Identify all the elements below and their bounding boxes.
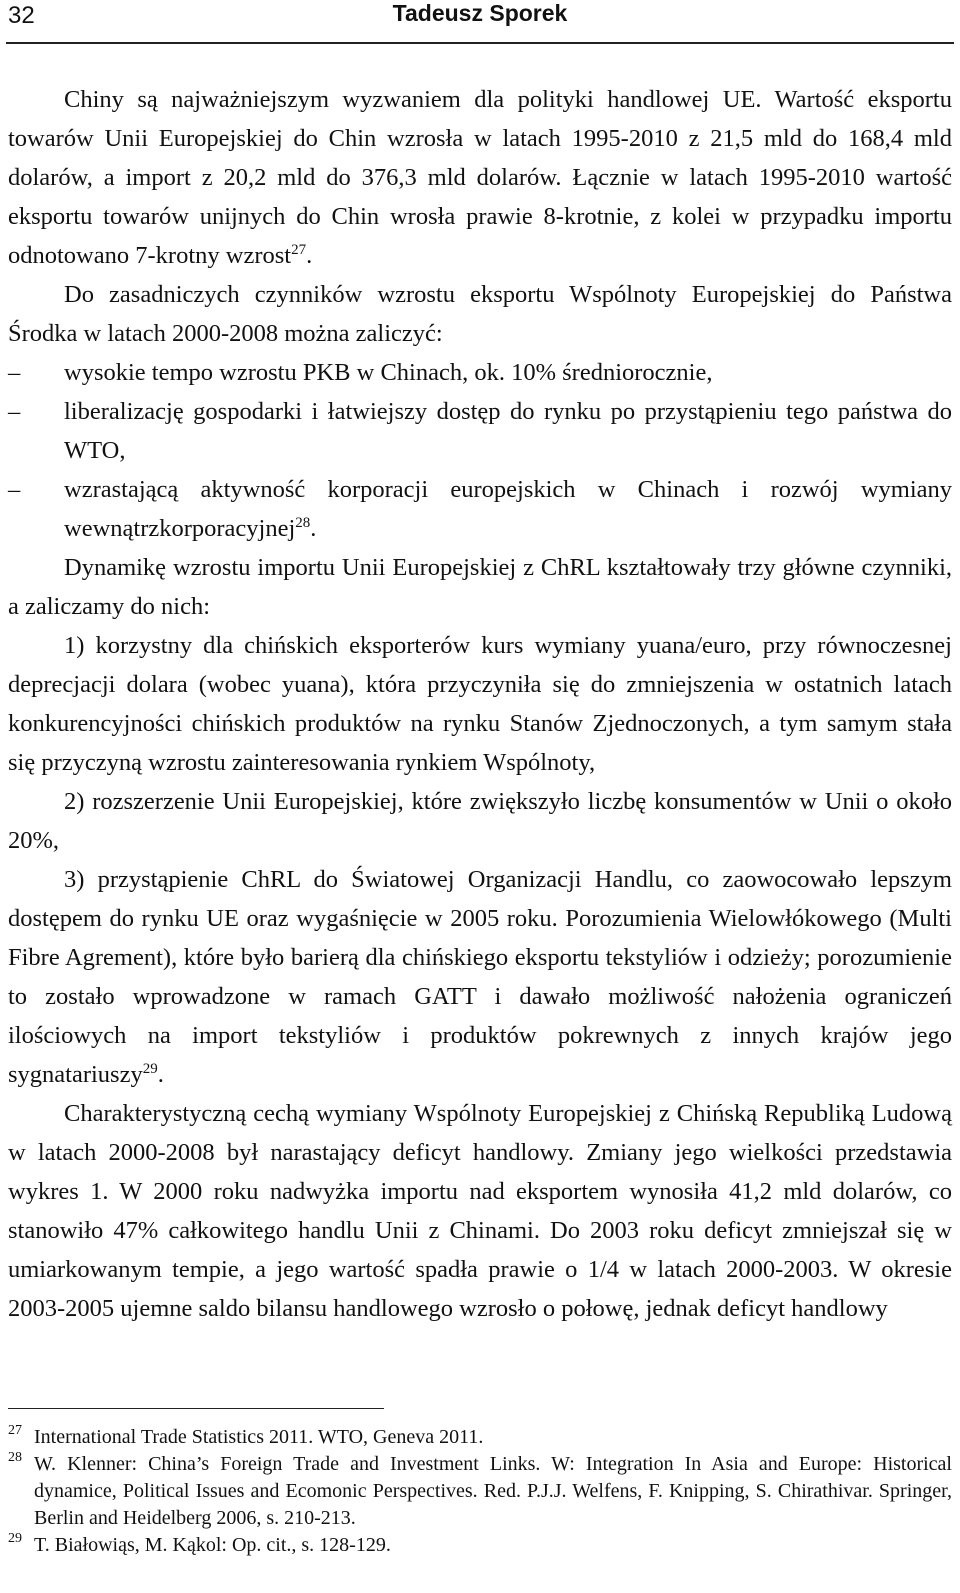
footnote: [8, 1532, 952, 1559]
footnote-rule: [8, 1408, 384, 1409]
list-item-end: .: [310, 515, 317, 542]
footnote: [8, 1451, 952, 1532]
list-item-text: liberalizację gospodarki i łatwiejszy dostęp do rynku po przystąpieniu tego państwa do WTO,: [64, 398, 952, 464]
paragraph-1: [8, 80, 952, 275]
paragraph-1-end: .: [306, 242, 313, 269]
footnote-mark: 29: [8, 1531, 22, 1546]
list-item-text: wzrastającą aktywność korporacji europejskich w Chinach i rozwój wymiany wewnątrzkorporacyjnej: [64, 476, 952, 542]
factor-list: [8, 353, 952, 548]
list-item: [8, 353, 952, 392]
body-text: [8, 80, 952, 1328]
paragraph-7: Charakterystyczną cechą wymiany Wspólnoty Europejskiej z Chińską Republiką Ludową w latach 2000-2008 był narastający deficyt handlowy. Zmiany jego wielkości przedstawia wykres 1. W 2000 roku nadwyżka importu nad eksportem wynosiła 41,2 mld dolarów, co stanowiło 47% całkowitego handlu Unii z Chinami. Do 2003 roku deficyt zmniejszał się w umiarkowanym tempie, a jego wartość spadła prawie o 1/4 w latach 2000-2003. W okresie 2003-2005 ujemne saldo bilansu handlowego wzrosło o połowę, jednak deficyt handlowy: [8, 1100, 952, 1322]
dash-bullet: –: [8, 398, 21, 425]
paragraph-4: 1) korzystny dla chińskich eksporterów kurs wymiany yuana/euro, przy równoczesnej deprecjacji dolara (wobec yuana), która przyczyniła się do zmniejszenia w ostatnich latach konkurencyjności chińskich produktów na rynku Stanów Zjednoczonych, a tym samym stała się przyczyną wzrostu zainteresowania rynkiem Wspólnoty,: [8, 632, 952, 776]
footnotes: [8, 1424, 952, 1559]
footnote-mark: 28: [8, 1450, 22, 1465]
footnote-text: T. Białowiąs, M. Kąkol: Op. cit., s. 128-129.: [34, 1534, 391, 1556]
paragraph-1-text: Chiny są najważniejszym wyzwaniem dla polityki handlowej UE. Wartość eksportu towarów Unii Europejskiej do Chin wzrosła w latach 1995-2010 z 21,5 mld do 168,4 mld dolarów, a import z 20,2 mld do 376,3 mld dolarów. Łącznie w latach 1995-2010 wartość eksportu towarów unijnych do Chin wrosła prawie 8-krotnie, z kolei w przypadku importu odnotowano 7-krotny wzrost: [8, 86, 952, 269]
paragraph-6: [8, 860, 952, 1094]
paragraph-6-text: 3) przystąpienie ChRL do Światowej Organizacji Handlu, co zaowocowało lepszym dostępem do rynku UE oraz wygaśnięcie w 2005 roku. Porozumienia Wielowłókowego (Multi Fibre Agrement), które było barierą dla chińskiego eksportu tekstyliów i odzieży; porozumienie to zostało wprowadzone w ramach GATT i dawało możliwość nałożenia ograniczeń ilościowych na import tekstyliów i produktów pokrewnych z innych krajów jego sygnatariuszy: [8, 866, 952, 1088]
list-item: [8, 392, 952, 470]
dash-bullet: –: [8, 476, 21, 503]
paragraph-6-end: .: [157, 1061, 164, 1088]
footnote-mark: 27: [8, 1423, 22, 1438]
footnote-text: W. Klenner: China’s Foreign Trade and Investment Links. W: Integration In Asia and Europe: Historical dynamice, Political Issues and Ecomonic Perspectives. Red. P.J.J. Welfens, F. Knipping, S. Chirathivar. Springer, Berlin and Heidelberg 2006, s. 210-213.: [34, 1453, 952, 1529]
running-head-author: Tadeusz Sporek: [392, 0, 568, 26]
footnote-text: International Trade Statistics 2011. WTO, Geneva 2011.: [34, 1426, 484, 1448]
paragraph-2: Do zasadniczych czynników wzrostu eksportu Wspólnoty Europejskiej do Państwa Środka w latach 2000-2008 można zaliczyć:: [8, 281, 952, 347]
footnote-ref-29: 29: [142, 1060, 158, 1077]
list-item-text: wysokie tempo wzrostu PKB w Chinach, ok. 10% średniorocznie,: [64, 359, 713, 386]
header-rule: [6, 42, 954, 44]
footnote-ref-28: 28: [295, 514, 311, 531]
page-header: [6, 0, 954, 42]
page-number: 32: [8, 2, 35, 29]
footnote: [8, 1424, 952, 1451]
list-item: [8, 470, 952, 548]
paragraph-3: Dynamikę wzrostu importu Unii Europejskiej z ChRL kształtowały trzy główne czynniki, a zaliczamy do nich:: [8, 554, 952, 620]
dash-bullet: –: [8, 359, 21, 386]
footnote-ref-27: 27: [291, 241, 307, 258]
paragraph-5: 2) rozszerzenie Unii Europejskiej, które zwiększyło liczbę konsumentów w Unii o około 20%,: [8, 788, 952, 854]
